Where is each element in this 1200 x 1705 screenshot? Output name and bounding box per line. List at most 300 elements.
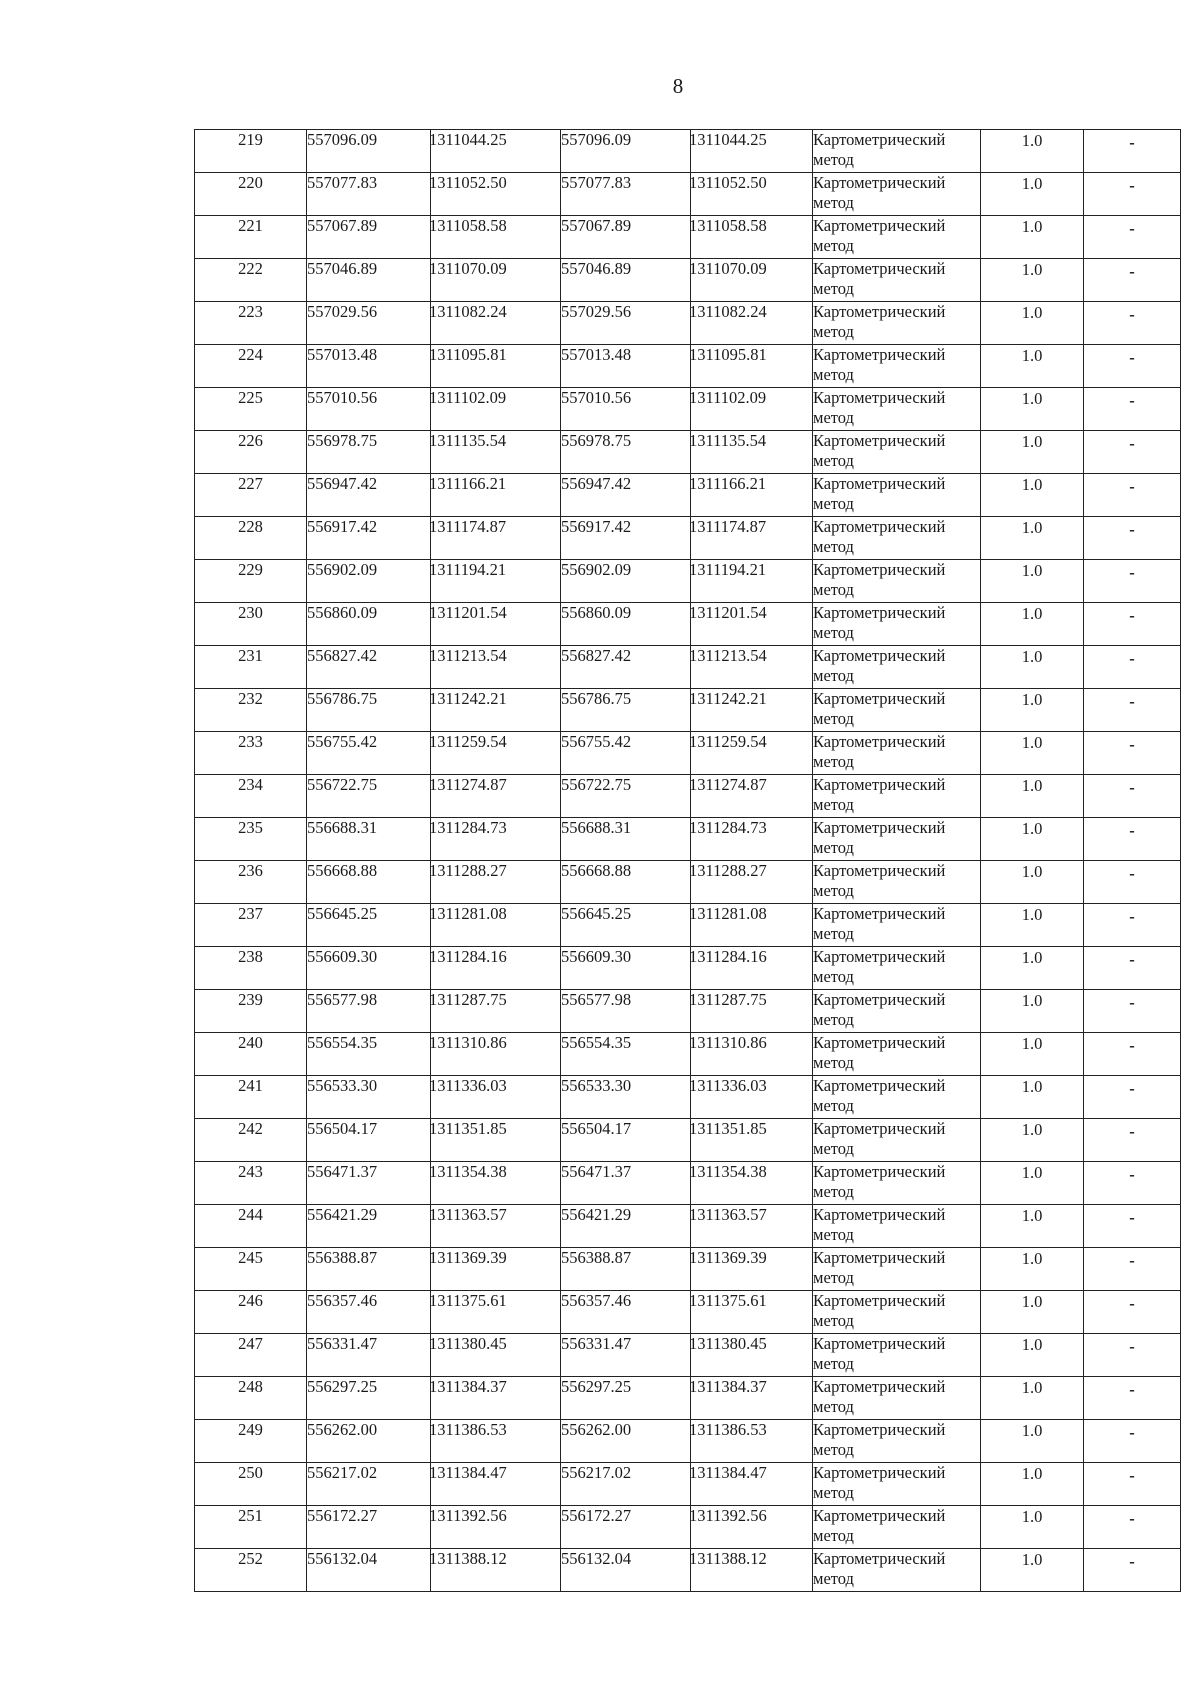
accuracy-cell xyxy=(981,646,1084,689)
accuracy-value: 1.0 xyxy=(1021,518,1043,537)
y-existing-cell xyxy=(431,345,561,388)
x-new-cell xyxy=(561,1076,691,1119)
x-new-cell xyxy=(561,1291,691,1334)
method-line-2: метод xyxy=(813,1526,854,1545)
method-line-1: Картометрический xyxy=(813,861,946,880)
y-existing-cell xyxy=(431,1377,561,1420)
y-existing-value: 1311380.45 xyxy=(429,1334,507,1353)
note-value: - xyxy=(1129,993,1135,1012)
x-new-cell xyxy=(561,1549,691,1592)
note-cell xyxy=(1084,1205,1181,1248)
accuracy-value: 1.0 xyxy=(1021,1421,1043,1440)
table-row xyxy=(195,517,1181,560)
y-existing-value: 1311058.58 xyxy=(429,216,507,235)
method-line-2: метод xyxy=(813,1182,854,1201)
y-new-value: 1311392.56 xyxy=(689,1506,767,1525)
table-row xyxy=(195,1549,1181,1592)
y-existing-value: 1311384.47 xyxy=(429,1463,507,1482)
y-existing-cell xyxy=(431,388,561,431)
method-cell xyxy=(813,1076,981,1119)
x-new-value: 556388.87 xyxy=(561,1248,632,1267)
table-row xyxy=(195,947,1181,990)
y-existing-cell xyxy=(431,775,561,818)
accuracy-cell xyxy=(981,990,1084,1033)
method-cell xyxy=(813,216,981,259)
note-cell xyxy=(1084,474,1181,517)
method-cell xyxy=(813,689,981,732)
accuracy-value: 1.0 xyxy=(1021,1507,1043,1526)
x-new-value: 556917.42 xyxy=(561,517,632,536)
method-line-1: Картометрический xyxy=(813,1463,946,1482)
y-existing-value: 1311095.81 xyxy=(429,345,507,364)
x-new-value: 557077.83 xyxy=(561,173,632,192)
method-line-1: Картометрический xyxy=(813,1162,946,1181)
method-line-2: метод xyxy=(813,1397,854,1416)
x-existing-cell xyxy=(307,990,431,1033)
x-existing-cell xyxy=(307,173,431,216)
x-new-value: 556172.27 xyxy=(561,1506,632,1525)
accuracy-cell xyxy=(981,1162,1084,1205)
x-new-value: 556978.75 xyxy=(561,431,632,450)
method-line-1: Картометрический xyxy=(813,818,946,837)
x-existing-cell xyxy=(307,1334,431,1377)
x-new-value: 556421.29 xyxy=(561,1205,632,1224)
point-number: 244 xyxy=(238,1205,263,1224)
y-existing-cell xyxy=(431,1248,561,1291)
x-new-cell xyxy=(561,560,691,603)
x-existing-cell xyxy=(307,259,431,302)
x-existing-cell xyxy=(307,130,431,173)
point-number: 238 xyxy=(238,947,263,966)
x-existing-value: 557096.09 xyxy=(307,130,378,149)
point-number: 225 xyxy=(238,388,263,407)
note-value: - xyxy=(1129,262,1135,281)
x-existing-value: 557010.56 xyxy=(307,388,378,407)
note-value: - xyxy=(1129,778,1135,797)
y-new-cell xyxy=(691,302,813,345)
note-cell xyxy=(1084,1033,1181,1076)
note-cell xyxy=(1084,861,1181,904)
accuracy-value: 1.0 xyxy=(1021,432,1043,451)
x-new-value: 557046.89 xyxy=(561,259,632,278)
y-existing-value: 1311310.86 xyxy=(429,1033,507,1052)
y-existing-cell xyxy=(431,861,561,904)
y-existing-value: 1311284.73 xyxy=(429,818,507,837)
method-cell xyxy=(813,1377,981,1420)
y-new-cell xyxy=(691,1506,813,1549)
x-new-value: 556947.42 xyxy=(561,474,632,493)
note-cell xyxy=(1084,517,1181,560)
method-cell xyxy=(813,1119,981,1162)
accuracy-value: 1.0 xyxy=(1021,1335,1043,1354)
note-value: - xyxy=(1129,907,1135,926)
note-cell xyxy=(1084,689,1181,732)
x-existing-value: 557067.89 xyxy=(307,216,378,235)
point-number: 241 xyxy=(238,1076,263,1095)
x-existing-cell xyxy=(307,1420,431,1463)
note-value: - xyxy=(1129,477,1135,496)
accuracy-cell xyxy=(981,1076,1084,1119)
point-number: 229 xyxy=(238,560,263,579)
x-new-cell xyxy=(561,1463,691,1506)
method-line-2: метод xyxy=(813,967,854,986)
y-existing-value: 1311375.61 xyxy=(429,1291,507,1310)
point-number: 222 xyxy=(238,259,263,278)
method-cell xyxy=(813,1549,981,1592)
y-existing-cell xyxy=(431,1119,561,1162)
x-existing-cell xyxy=(307,603,431,646)
method-line-2: метод xyxy=(813,1483,854,1502)
note-cell xyxy=(1084,1162,1181,1205)
method-line-1: Картометрический xyxy=(813,689,946,708)
table-row xyxy=(195,646,1181,689)
x-new-cell xyxy=(561,990,691,1033)
y-new-cell xyxy=(691,1119,813,1162)
y-new-value: 1311070.09 xyxy=(689,259,767,278)
accuracy-cell xyxy=(981,259,1084,302)
note-cell xyxy=(1084,216,1181,259)
y-new-cell xyxy=(691,388,813,431)
y-new-value: 1311375.61 xyxy=(689,1291,767,1310)
x-existing-value: 556421.29 xyxy=(307,1205,378,1224)
method-line-2: метод xyxy=(813,365,854,384)
point-number-cell xyxy=(195,1463,307,1506)
y-new-value: 1311058.58 xyxy=(689,216,767,235)
x-new-value: 556668.88 xyxy=(561,861,632,880)
method-cell xyxy=(813,1463,981,1506)
x-new-value: 556331.47 xyxy=(561,1334,632,1353)
note-value: - xyxy=(1129,133,1135,152)
point-number-cell xyxy=(195,1506,307,1549)
point-number: 247 xyxy=(238,1334,263,1353)
y-existing-cell xyxy=(431,431,561,474)
y-new-value: 1311287.75 xyxy=(689,990,767,1009)
point-number-cell xyxy=(195,904,307,947)
method-line-2: метод xyxy=(813,752,854,771)
accuracy-cell xyxy=(981,1549,1084,1592)
method-cell xyxy=(813,259,981,302)
accuracy-cell xyxy=(981,1248,1084,1291)
note-value: - xyxy=(1129,219,1135,238)
x-existing-value: 557046.89 xyxy=(307,259,378,278)
x-existing-value: 556786.75 xyxy=(307,689,378,708)
table-row xyxy=(195,302,1181,345)
x-existing-value: 556262.00 xyxy=(307,1420,378,1439)
y-new-value: 1311259.54 xyxy=(689,732,767,751)
method-line-2: метод xyxy=(813,494,854,513)
y-new-value: 1311166.21 xyxy=(689,474,767,493)
note-cell xyxy=(1084,1420,1181,1463)
accuracy-value: 1.0 xyxy=(1021,561,1043,580)
accuracy-cell xyxy=(981,732,1084,775)
point-number-cell xyxy=(195,216,307,259)
note-value: - xyxy=(1129,692,1135,711)
y-existing-value: 1311354.38 xyxy=(429,1162,507,1181)
x-new-value: 556504.17 xyxy=(561,1119,632,1138)
x-existing-cell xyxy=(307,732,431,775)
x-new-cell xyxy=(561,130,691,173)
accuracy-value: 1.0 xyxy=(1021,389,1043,408)
page-number: 8 xyxy=(672,74,684,98)
note-cell xyxy=(1084,646,1181,689)
note-value: - xyxy=(1129,1036,1135,1055)
point-number: 235 xyxy=(238,818,263,837)
y-new-value: 1311351.85 xyxy=(689,1119,767,1138)
accuracy-cell xyxy=(981,345,1084,388)
x-new-cell xyxy=(561,1119,691,1162)
x-existing-value: 556668.88 xyxy=(307,861,378,880)
y-new-cell xyxy=(691,474,813,517)
x-existing-value: 556860.09 xyxy=(307,603,378,622)
y-existing-cell xyxy=(431,1033,561,1076)
y-existing-value: 1311213.54 xyxy=(429,646,507,665)
point-number: 239 xyxy=(238,990,263,1009)
method-cell xyxy=(813,775,981,818)
table-row xyxy=(195,732,1181,775)
method-cell xyxy=(813,1033,981,1076)
note-value: - xyxy=(1129,563,1135,582)
y-existing-cell xyxy=(431,947,561,990)
point-number: 219 xyxy=(238,130,263,149)
method-cell xyxy=(813,1162,981,1205)
x-existing-value: 557029.56 xyxy=(307,302,378,321)
method-line-2: метод xyxy=(813,236,854,255)
y-new-value: 1311082.24 xyxy=(689,302,767,321)
accuracy-value: 1.0 xyxy=(1021,733,1043,752)
x-existing-value: 556645.25 xyxy=(307,904,378,923)
y-new-value: 1311274.87 xyxy=(689,775,767,794)
x-new-value: 556860.09 xyxy=(561,603,632,622)
y-new-value: 1311384.47 xyxy=(689,1463,767,1482)
method-cell xyxy=(813,1506,981,1549)
point-number-cell xyxy=(195,646,307,689)
y-existing-value: 1311242.21 xyxy=(429,689,507,708)
note-value: - xyxy=(1129,1423,1135,1442)
note-cell xyxy=(1084,388,1181,431)
x-new-value: 556786.75 xyxy=(561,689,632,708)
table-row xyxy=(195,1506,1181,1549)
accuracy-cell xyxy=(981,388,1084,431)
x-new-cell xyxy=(561,1506,691,1549)
x-existing-cell xyxy=(307,775,431,818)
accuracy-value: 1.0 xyxy=(1021,776,1043,795)
x-new-cell xyxy=(561,474,691,517)
y-new-cell xyxy=(691,1076,813,1119)
method-line-2: метод xyxy=(813,408,854,427)
method-line-1: Картометрический xyxy=(813,474,946,493)
y-existing-value: 1311102.09 xyxy=(429,388,507,407)
point-number-cell xyxy=(195,1205,307,1248)
point-number-cell xyxy=(195,1420,307,1463)
accuracy-value: 1.0 xyxy=(1021,303,1043,322)
y-new-value: 1311201.54 xyxy=(689,603,767,622)
method-cell xyxy=(813,818,981,861)
x-existing-value: 556172.27 xyxy=(307,1506,378,1525)
x-existing-value: 556331.47 xyxy=(307,1334,378,1353)
y-new-cell xyxy=(691,1205,813,1248)
x-existing-cell xyxy=(307,904,431,947)
x-existing-value: 556533.30 xyxy=(307,1076,378,1095)
point-number-cell xyxy=(195,732,307,775)
y-existing-cell xyxy=(431,1076,561,1119)
x-existing-value: 556217.02 xyxy=(307,1463,378,1482)
point-number: 227 xyxy=(238,474,263,493)
method-line-1: Картометрический xyxy=(813,1291,946,1310)
x-existing-value: 556297.25 xyxy=(307,1377,378,1396)
note-value: - xyxy=(1129,864,1135,883)
method-line-2: метод xyxy=(813,623,854,642)
y-new-cell xyxy=(691,646,813,689)
note-value: - xyxy=(1129,1122,1135,1141)
method-cell xyxy=(813,904,981,947)
x-new-value: 556722.75 xyxy=(561,775,632,794)
x-new-cell xyxy=(561,904,691,947)
accuracy-value: 1.0 xyxy=(1021,475,1043,494)
y-existing-cell xyxy=(431,1420,561,1463)
y-new-cell xyxy=(691,1334,813,1377)
y-new-cell xyxy=(691,1377,813,1420)
point-number-cell xyxy=(195,1377,307,1420)
method-cell xyxy=(813,431,981,474)
table-row xyxy=(195,560,1181,603)
y-new-cell xyxy=(691,130,813,173)
accuracy-value: 1.0 xyxy=(1021,1550,1043,1569)
x-existing-cell xyxy=(307,861,431,904)
table-row xyxy=(195,173,1181,216)
point-number: 240 xyxy=(238,1033,263,1052)
method-line-2: метод xyxy=(813,1311,854,1330)
y-new-value: 1311281.08 xyxy=(689,904,767,923)
note-value: - xyxy=(1129,1337,1135,1356)
method-line-1: Картометрический xyxy=(813,646,946,665)
accuracy-cell xyxy=(981,517,1084,560)
x-existing-value: 556688.31 xyxy=(307,818,378,837)
method-line-1: Картометрический xyxy=(813,1076,946,1095)
x-new-value: 557067.89 xyxy=(561,216,632,235)
coordinates-table xyxy=(194,129,1181,1592)
y-new-cell xyxy=(691,689,813,732)
accuracy-value: 1.0 xyxy=(1021,260,1043,279)
x-new-cell xyxy=(561,302,691,345)
note-value: - xyxy=(1129,606,1135,625)
y-new-value: 1311354.38 xyxy=(689,1162,767,1181)
table-row xyxy=(195,130,1181,173)
x-existing-value: 556978.75 xyxy=(307,431,378,450)
x-existing-value: 556132.04 xyxy=(307,1549,378,1568)
y-existing-value: 1311384.37 xyxy=(429,1377,507,1396)
point-number-cell xyxy=(195,947,307,990)
accuracy-value: 1.0 xyxy=(1021,1249,1043,1268)
x-new-value: 556357.46 xyxy=(561,1291,632,1310)
y-existing-cell xyxy=(431,818,561,861)
accuracy-value: 1.0 xyxy=(1021,1292,1043,1311)
point-number: 228 xyxy=(238,517,263,536)
method-cell xyxy=(813,345,981,388)
method-line-2: метод xyxy=(813,150,854,169)
x-existing-value: 556902.09 xyxy=(307,560,378,579)
x-new-value: 556609.30 xyxy=(561,947,632,966)
point-number: 234 xyxy=(238,775,263,794)
x-new-cell xyxy=(561,1248,691,1291)
method-line-2: метод xyxy=(813,1225,854,1244)
point-number-cell xyxy=(195,1119,307,1162)
table-row xyxy=(195,1463,1181,1506)
method-line-1: Картометрический xyxy=(813,1205,946,1224)
method-line-2: метод xyxy=(813,1053,854,1072)
note-cell xyxy=(1084,947,1181,990)
y-new-value: 1311288.27 xyxy=(689,861,767,880)
table-row xyxy=(195,1162,1181,1205)
method-line-1: Картометрический xyxy=(813,775,946,794)
point-number-cell xyxy=(195,861,307,904)
accuracy-value: 1.0 xyxy=(1021,862,1043,881)
x-existing-cell xyxy=(307,560,431,603)
y-existing-cell xyxy=(431,560,561,603)
x-new-cell xyxy=(561,388,691,431)
accuracy-value: 1.0 xyxy=(1021,1464,1043,1483)
point-number-cell xyxy=(195,1334,307,1377)
accuracy-cell xyxy=(981,216,1084,259)
point-number-cell xyxy=(195,818,307,861)
y-new-cell xyxy=(691,173,813,216)
x-new-cell xyxy=(561,1420,691,1463)
accuracy-value: 1.0 xyxy=(1021,1206,1043,1225)
point-number-cell xyxy=(195,259,307,302)
y-new-cell xyxy=(691,1033,813,1076)
point-number-cell xyxy=(195,689,307,732)
method-line-2: метод xyxy=(813,580,854,599)
method-line-1: Картометрический xyxy=(813,517,946,536)
y-new-cell xyxy=(691,1291,813,1334)
accuracy-cell xyxy=(981,1033,1084,1076)
method-line-1: Картометрический xyxy=(813,345,946,364)
x-new-cell xyxy=(561,1033,691,1076)
y-existing-cell xyxy=(431,1162,561,1205)
point-number-cell xyxy=(195,990,307,1033)
note-cell xyxy=(1084,732,1181,775)
method-line-1: Картометрический xyxy=(813,947,946,966)
y-new-cell xyxy=(691,1420,813,1463)
table-row xyxy=(195,904,1181,947)
x-new-cell xyxy=(561,861,691,904)
x-existing-cell xyxy=(307,388,431,431)
note-cell xyxy=(1084,1076,1181,1119)
method-cell xyxy=(813,861,981,904)
point-number-cell xyxy=(195,1033,307,1076)
point-number: 245 xyxy=(238,1248,263,1267)
method-line-2: метод xyxy=(813,795,854,814)
point-number: 230 xyxy=(238,603,263,622)
method-line-2: метод xyxy=(813,838,854,857)
x-existing-cell xyxy=(307,1033,431,1076)
note-cell xyxy=(1084,818,1181,861)
y-existing-cell xyxy=(431,990,561,1033)
note-cell xyxy=(1084,603,1181,646)
x-existing-cell xyxy=(307,345,431,388)
point-number-cell xyxy=(195,775,307,818)
x-existing-value: 556917.42 xyxy=(307,517,378,536)
y-existing-value: 1311388.12 xyxy=(429,1549,507,1568)
table-row xyxy=(195,1248,1181,1291)
accuracy-cell xyxy=(981,1291,1084,1334)
y-new-value: 1311284.73 xyxy=(689,818,767,837)
y-new-cell xyxy=(691,1463,813,1506)
accuracy-value: 1.0 xyxy=(1021,905,1043,924)
y-existing-value: 1311363.57 xyxy=(429,1205,507,1224)
table-row xyxy=(195,259,1181,302)
table-row xyxy=(195,216,1181,259)
y-existing-value: 1311288.27 xyxy=(429,861,507,880)
